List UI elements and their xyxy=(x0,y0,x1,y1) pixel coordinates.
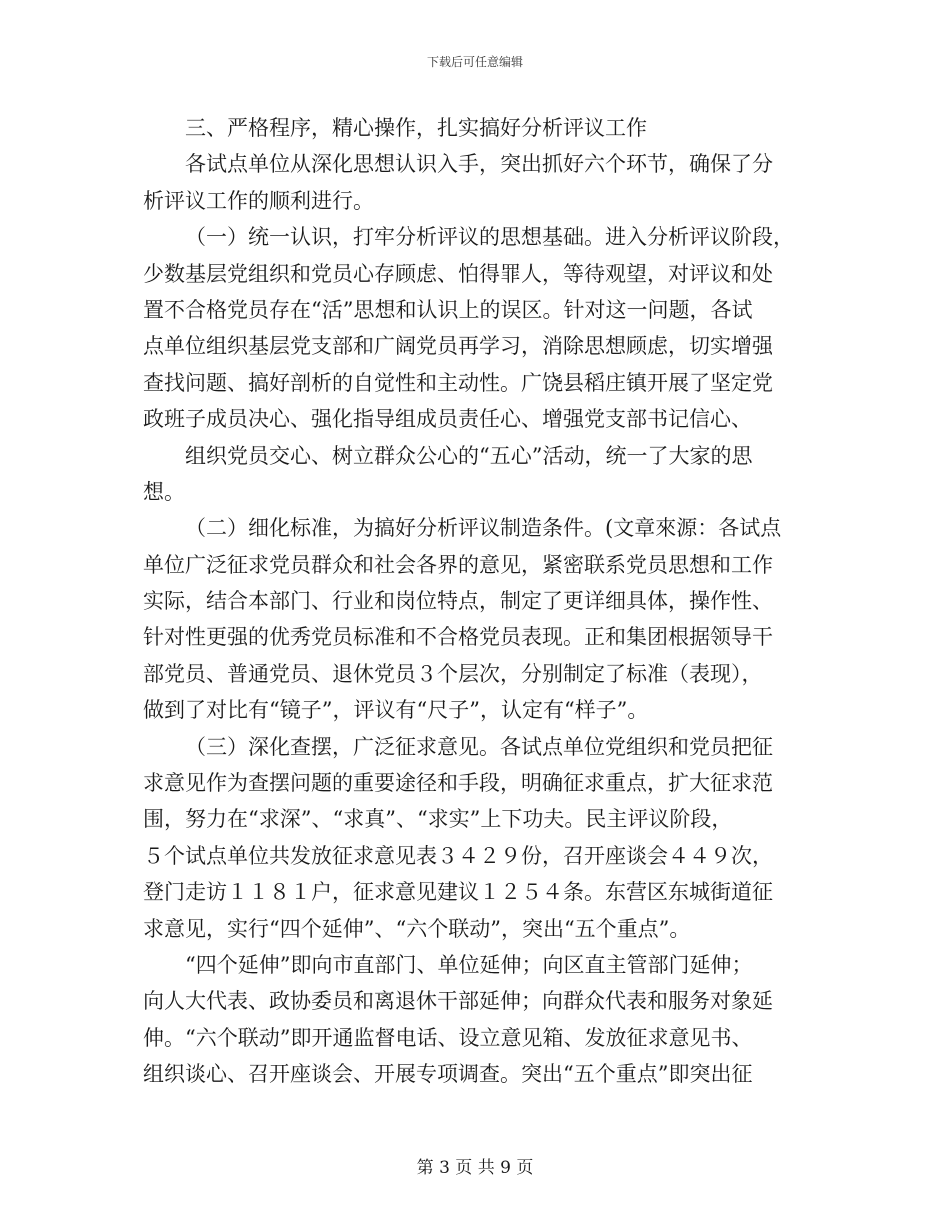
page-footer: 第 3 页 共 9 页 xyxy=(416,1158,534,1178)
text-line: 点单位组织基层党支部和广阔党员再学习，消除思想顾虑，切实增强 xyxy=(143,334,773,359)
text-line: 向人大代表、政协委员和离退休干部延伸；向群众代表和服务对象延 xyxy=(143,989,773,1014)
text-line: （二）细化标准，为搞好分析评议制造条件。(文章來源：各试点 xyxy=(185,516,782,541)
text-line: 做到了对比有“镜子”，评议有“尺子”，认定有“样子”。 xyxy=(143,698,649,723)
text-line: （一）统一认识，打牢分析评议的思想基础。进入分析评议阶段， xyxy=(185,225,794,250)
text-line: 政班子成员决心、强化指导组成员责任心、增强党支部书记信心、 xyxy=(143,407,752,432)
text-line: （三）深化查摆，广泛征求意见。各试点单位党组织和党员把征 xyxy=(185,734,773,759)
text-line: 查找问题、搞好剖析的自觉性和主动性。广饶县稻庄镇开展了坚定党 xyxy=(143,370,773,395)
text-line: 三、严格程序，精心操作，扎实搞好分析评议工作 xyxy=(185,116,647,140)
text-line: 围，努力在“求深”、“求真”、“求实”上下功夫。民主评议阶段， xyxy=(143,807,733,832)
text-line: 针对性更强的优秀党员标准和不合格党员表现。正和集团根据领导干 xyxy=(143,625,773,650)
text-line: 求意见作为查摆问题的重要途径和手段，明确征求重点，扩大征求范 xyxy=(143,771,773,796)
document-body xyxy=(143,110,808,1093)
text-line: 部党员、普通党员、退休党员３个层次，分别制定了标准（表现）， xyxy=(143,661,763,686)
text-line: 单位广泛征求党员群众和社会各界的意见，紧密联系党员思想和工作 xyxy=(143,552,773,577)
text-line: 置不合格党员存在“活”思想和认识上的误区。针对这一问题，各试 xyxy=(143,297,753,322)
text-line: 组织谈心、召开座谈会、开展专项调查。突出“五个重点”即突出征 xyxy=(143,1062,753,1087)
text-line: 实际，结合本部门、行业和岗位特点，制定了更详细具体，操作性、 xyxy=(143,589,773,614)
text-line: 析评议工作的顺利进行。 xyxy=(143,188,374,213)
text-line: 求意见，实行“四个延伸”、“六个联动”，突出“五个重点”。 xyxy=(143,916,691,941)
text-line: 想。 xyxy=(143,479,185,504)
text-line: 组织党员交心、树立群众公心的“五心”活动，统一了大家的思 xyxy=(185,443,753,468)
text-line: ５个试点单位共发放征求意见表３４２９份，召开座谈会４４９次， xyxy=(143,843,773,868)
text-line: 各试点单位从深化思想认识入手，突出抓好六个环节，确保了分 xyxy=(185,152,773,177)
text-line: 伸。“六个联动”即开通监督电话、设立意见箱、发放征求意见书、 xyxy=(143,1025,753,1050)
page-header: 下载后可任意编辑 xyxy=(426,55,523,69)
text-line: “四个延伸”即向市直部门、单位延伸；向区直主管部门延伸； xyxy=(185,952,753,977)
text-line: 少数基层党组织和党员心存顾虑、怕得罪人，等待观望，对评议和处 xyxy=(143,261,773,286)
text-line: 登门走访１１８１户，征求意见建议１２５４条。东营区东城街道征 xyxy=(143,880,773,905)
